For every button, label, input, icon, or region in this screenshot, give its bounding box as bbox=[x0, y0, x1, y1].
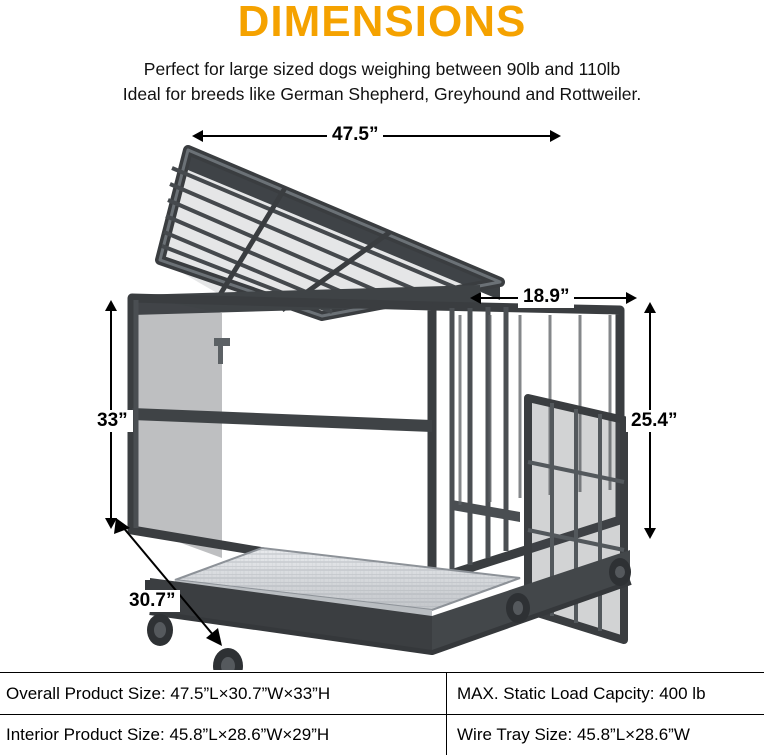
dim-door-width-arrow-left bbox=[470, 292, 481, 304]
spec-table bbox=[0, 672, 764, 756]
dim-top-width-arrow-left bbox=[192, 130, 203, 142]
dim-door-width-arrow-right bbox=[626, 292, 637, 304]
subtitle-line-1: Perfect for large sized dogs weighing between 90lb and 110lb bbox=[143, 59, 621, 79]
spec-static-load: MAX. Static Load Capcity: 400 lb bbox=[457, 683, 706, 703]
dim-door-height-label: 25.4” bbox=[626, 410, 682, 432]
subtitle-line-2: Ideal for breeds like German Shepherd, Greyhound and Rottweiler. bbox=[122, 84, 642, 104]
dim-height-arrow-up bbox=[105, 300, 117, 311]
spec-overall-size: Overall Product Size: 47.5”L×30.7”W×33”H bbox=[0, 673, 447, 714]
dim-top-width-arrow-right bbox=[550, 130, 561, 142]
spec-wire-tray-size: Wire Tray Size: 45.8”L×28.6”W bbox=[457, 724, 690, 744]
dim-door-height-arrow-up bbox=[644, 302, 656, 313]
dim-door-width-label: 18.9” bbox=[518, 286, 574, 308]
dim-depth-group bbox=[106, 518, 236, 648]
spec-interior-size: Interior Product Size: 45.8”L×28.6”W×29”H bbox=[0, 714, 447, 755]
page-title: DIMENSIONS bbox=[237, 0, 527, 46]
dim-depth-label: 30.7” bbox=[124, 590, 180, 612]
dim-door-height-arrow-down bbox=[644, 528, 656, 539]
dim-top-width-label: 47.5” bbox=[327, 124, 383, 146]
dim-height-label: 33” bbox=[92, 410, 133, 432]
spec-row bbox=[0, 714, 764, 755]
spec-row bbox=[0, 673, 764, 715]
product-diagram bbox=[0, 110, 764, 670]
